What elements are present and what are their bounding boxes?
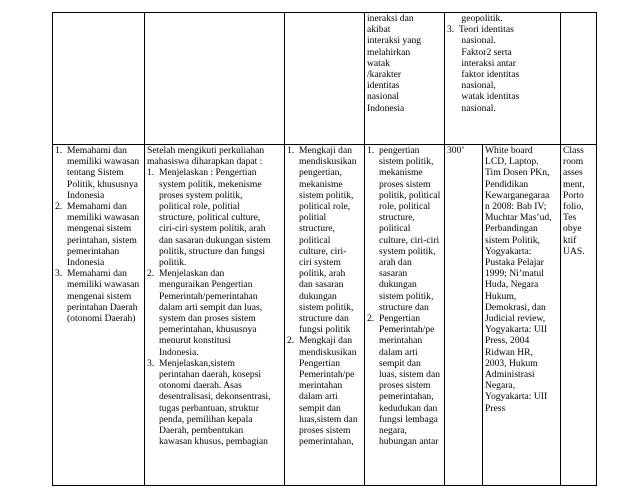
table-row bbox=[53, 145, 597, 486]
references-text: White board LCD, Laptop. Tim Dosen PKn, Pendidikan Kewarganegaraa n 2008: Bab IV; Muchtar Mas’ud, Perbandingan sistem Politik, Yogyakarta: Pustaka Pelajar 1999; Ni’matul Huda, Negara Hukum, Demokrasi, dan Judicial review, Yogyakarta: UII Press, 2004 Ridwan HR, 2003, Hukum Administrasi Negara, Yogyakarta: UII Press bbox=[485, 145, 552, 414]
table-cell bbox=[365, 145, 445, 486]
table-cell bbox=[285, 145, 365, 486]
cell-text: geopolitik. 3. Teori identitas nasional. Faktor2 serta interaksi antar faktor identitas nasional, watak identitas nasional. bbox=[447, 13, 520, 114]
assessment-text: Class room asses ment, Porto folio, Tes obye ktif UAS. bbox=[563, 145, 585, 257]
table-cell bbox=[53, 145, 145, 486]
table-row bbox=[53, 13, 597, 145]
material-text: 1. pengertian sistem politik, mekanisme proses sistem politik, political role, political structure, political culture, ciri-ciri system politik, arah dan sasaran dukungan sistem politik, structure dan 2. Pengertian Pemerintah/pe merintahan dalam arti sempit dan luas, sistem dan proses sistem pemerintahan, kedudukan dan fungsi lembaga negara, hubungan antar bbox=[367, 145, 441, 448]
table-cell bbox=[53, 13, 145, 145]
table-cell bbox=[285, 13, 365, 145]
table-cell bbox=[445, 145, 483, 486]
table-cell bbox=[561, 145, 597, 486]
table-cell bbox=[365, 13, 445, 145]
indicators-text: Setelah mengikuti perkuliahan mahasiswa diharapkan dapat : 1. Menjelaskan : Pengertian system politik, mekenisme proses system politik, political role, politial structure, political culture, ciri-ciri system politik, arah dan sasaran dukungan sistem politik, structure dan fungsi politik. 2. Menjelaskan dan menguraikan Pengertian Pemerintah/pemerintahan dalam arti sempit dan luas, system dan proses sistem pemerintahan, khususnya menurut konstitusi Indonesia. 3. Menjelaskan,sistem perintahan daerah, kosepsi otonomi daerah. Asas desentralisasi, dekonsentrasi, tugas perbantuan, struktur penda, pemilihan kepala Daerah, pembentukan kawasan khusus, pembagian bbox=[147, 145, 271, 448]
table-cell bbox=[145, 13, 285, 145]
cell-text: ineraksi dan akibat interaksi yang melahirkan watak /karakter identitas nasional Indonesia bbox=[367, 13, 422, 114]
learning-objectives-text: 1. Memahami dan memiliki wawasan tentang Sistem Politik, khususnya Indonesia 2. Memahami dan memiliki wawasan mengenai sistem perintahan, sistem pemerintahan Indonesia 3. Memahami dan memiliki wawasan mengenai sistem perintahan Daerah (otonomi Daerah) bbox=[55, 145, 140, 325]
table-cell bbox=[145, 145, 285, 486]
table-cell bbox=[561, 13, 597, 145]
learning-activity-text: 1. Mengkaji dan mendiskusikan pengertian, mekanisme sistem politik, political role, politial structure, political culture, ciri- ciri system politik, arah dan sasaran dukungan sistem politik, structure dan fungsi politik 2. Mengkaji dan mendiskusikan Pengertian Pemerintah/pe merintahan dalam arti sempit dan luas,sistem dan proses sistem pemerintahan, bbox=[287, 145, 358, 448]
table-cell bbox=[445, 13, 561, 145]
time-allocation-text: 300’ bbox=[447, 145, 465, 156]
lesson-plan-table bbox=[52, 12, 597, 486]
table-cell bbox=[483, 145, 561, 486]
